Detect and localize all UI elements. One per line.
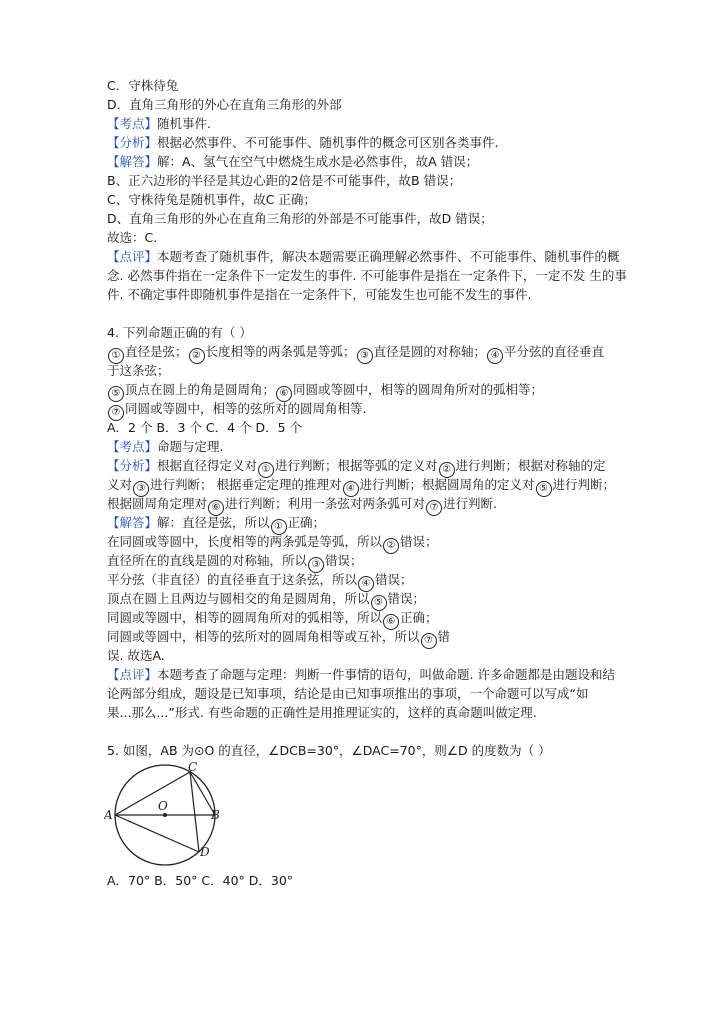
q4-jd4b: 错误；	[375, 572, 413, 587]
circled-number: ②	[439, 462, 455, 478]
circled-number: ②	[383, 538, 399, 554]
q4-jieda-line8: 误. 故选A.	[107, 648, 165, 663]
q5-stem: 5. 如图，AB 为⊙O 的直径，∠DCB=30°，∠DAC=70°，则∠D 的度数为（ ）	[107, 743, 551, 758]
q4-jd2a: 在同圆或等圆中，长度相等的两条弧是等弧，所以	[107, 534, 383, 549]
q4-fx2c: 进行判断；根据圆周角的定义对	[359, 477, 535, 492]
q4-jieda-line2	[107, 533, 438, 554]
circled-number: ⑥	[383, 614, 399, 630]
q4-jd5a: 顶点在圆上且两边与圆相交的角是圆周角，所以	[107, 591, 370, 606]
q4-jd1a: 解：直径是弦，所以	[157, 515, 270, 530]
q3-dianping	[107, 248, 620, 266]
segment-ad	[115, 815, 199, 852]
q4-dp1: 本题考查了命题与定理：判断一件事情的语句，叫做命题. 许多命题都是由题设和结	[157, 667, 615, 682]
circled-number: ⑥	[208, 500, 224, 516]
q4-jd7b: 错	[437, 629, 451, 644]
q4-jd4a: 平分弦（非直径）的直径垂直于这条弦，所以	[107, 572, 358, 587]
circled-number: ⑥	[276, 386, 292, 402]
circled-number: ⑦	[108, 405, 124, 421]
q4-jieda-line5	[107, 590, 425, 611]
q3-jieda	[107, 153, 478, 171]
q4-kaodian	[107, 438, 224, 456]
circled-number: ⑤	[371, 595, 387, 611]
q4-s1a: 直径是弦；	[125, 344, 188, 359]
circle-diagram	[104, 760, 234, 870]
circled-number: ①	[108, 348, 124, 364]
q4-dianping-line1	[107, 666, 615, 684]
q4-fenxi-line2	[107, 476, 615, 497]
circled-number: ④	[487, 348, 503, 364]
q4-fx1c: 进行判断；根据对称轴的定	[455, 458, 606, 473]
q4-fx3b: 进行判断；利用一条弦对两条弧可对	[225, 496, 426, 511]
q4-fenxi-line3	[107, 495, 497, 516]
q4-fx1b: 进行判断；根据等弧的定义对	[275, 458, 438, 473]
circled-number: ④	[343, 481, 359, 497]
q4-jd2b: 错误；	[400, 534, 438, 549]
q4-statements-line3	[107, 381, 543, 402]
q4-fx1a: 根据直径得定义对	[157, 458, 258, 473]
q4-jieda-line1	[107, 514, 325, 535]
q3-dianping-line2: 念. 必然事件指在一定条件下一定发生的事件. 不可能事件是指在一定条件下，一定不发 生的事	[107, 268, 627, 283]
circled-number: ①	[258, 462, 274, 478]
segment-ac	[115, 772, 190, 815]
q3-fenxi	[107, 134, 499, 152]
kaodian-tag: 【考点】	[107, 439, 158, 454]
q4-statements-line2: 于这条弦；	[107, 363, 170, 378]
q4-kaodian-text: 命题与定理.	[157, 439, 224, 454]
q3-jieda-line4: D、直角三角形的外心在直角三角形的外部是不可能事件，故D 错误；	[107, 211, 493, 226]
label-d: D	[200, 845, 210, 859]
circled-number: ⑦	[426, 500, 442, 516]
q5-options: A．70° B．50° C．40° D．30°	[107, 873, 294, 888]
label-a: A	[104, 808, 113, 822]
jieda-tag: 【解答】	[107, 154, 158, 169]
label-o: O	[158, 799, 168, 813]
q4-fx2d: 进行判断；	[552, 477, 616, 492]
kaodian-tag: 【考点】	[107, 116, 158, 131]
q4-stem: 4. 下列命题正确的有（ ）	[107, 325, 252, 340]
q4-jd6a: 同圆或等圆中，相等的圆周角所对的弧相等，所以	[107, 610, 383, 625]
q4-fx2a: 义对	[107, 477, 133, 492]
q3-dianping-line1: 本题考查了随机事件，解决本题需要正确理解必然事件、不可能事件、随机事件的概	[157, 249, 620, 264]
circled-number: ②	[189, 348, 205, 364]
q4-s4: 同圆或等圆中，相等的弦所对的圆周角相等.	[125, 401, 367, 416]
q3-dianping-line3: 件. 不确定事件即随机事件是指在一定条件下，可能发生也可能不发生的事件.	[107, 287, 532, 302]
q4-s1c: 直径是圆的对称轴；	[373, 344, 487, 359]
jieda-tag: 【解答】	[107, 515, 158, 530]
circled-number: ④	[358, 576, 374, 592]
q4-statements-line1	[107, 343, 604, 364]
q4-fenxi-line1	[107, 457, 606, 478]
q4-jieda-line7	[107, 628, 450, 649]
q4-dianping-line3: 果...那么...”形式. 有些命题的正确性是用推理证实的，这样的真命题叫做定理.	[107, 705, 537, 720]
q4-fx2b: 进行判断； 根据垂定定理的推理对	[150, 477, 342, 492]
q3-jieda-line1: 解：A、氢气在空气中燃烧生成水是必然事件，故A 错误；	[157, 154, 479, 169]
q4-s1b: 长度相等的两条弧是等弧；	[205, 344, 356, 359]
q3-kaodian-text: 随机事件.	[157, 116, 211, 131]
circled-number: ⑤	[108, 386, 124, 402]
q4-jieda-line3	[107, 552, 363, 573]
q3-fenxi-text: 根据必然事件、不可能事件、随机事件的概念可区别各类事件.	[157, 135, 499, 150]
q3-kaodian	[107, 115, 211, 133]
q4-fx3a: 根据圆周角定理对	[107, 496, 208, 511]
q3-jieda-line5: 故选：C.	[107, 230, 158, 245]
q4-jd6b: 正确；	[400, 610, 438, 625]
dianping-tag: 【点评】	[107, 667, 158, 682]
q4-jieda-line4	[107, 571, 413, 592]
q4-s3a: 顶点在圆上的角是圆周角；	[125, 382, 276, 397]
center-point	[163, 813, 167, 817]
q4-fx3c: 进行判断.	[443, 496, 498, 511]
circled-number: ⑤	[536, 481, 552, 497]
circled-number: ⑦	[421, 633, 437, 649]
q4-dianping-line2: 论两部分组成，题设是已知事项，结论是由已知事项推出的事项，一个命题可以写成“如	[107, 686, 589, 701]
fenxi-tag: 【分析】	[107, 458, 158, 473]
q4-options: A．2 个 B．3 个 C．4 个 D．5 个	[107, 420, 303, 435]
q4-jd5b: 错误；	[387, 591, 426, 606]
q4-s3b: 同圆或等圆中，相等的圆周角所对的弧相等；	[293, 382, 544, 397]
q4-jieda-line6	[107, 609, 438, 630]
dianping-tag: 【点评】	[107, 249, 158, 264]
q3-jieda-line2: B、正六边形的半径是其边心距的2倍是不可能事件，故B 错误；	[107, 173, 462, 188]
label-c: C	[188, 760, 198, 774]
q3-jieda-line3: C、守株待兔是随机事件，故C 正确；	[107, 192, 316, 207]
q3-option-d: D．直角三角形的外心在直角三角形的外部	[107, 97, 342, 112]
q3-option-c: C．守株待兔	[107, 78, 179, 93]
circled-number: ③	[133, 481, 149, 497]
q4-jd3a: 直径所在的直线是圆的对称轴，所以	[107, 553, 308, 568]
circled-number: ①	[271, 519, 287, 535]
q4-s1d: 平分弦的直径垂直	[504, 344, 605, 359]
fenxi-tag: 【分析】	[107, 135, 158, 150]
q4-jd3b: 错误；	[325, 553, 363, 568]
circled-number: ③	[308, 557, 324, 573]
q4-jd1b: 正确；	[287, 515, 326, 530]
label-b: B	[211, 808, 220, 822]
circled-number: ③	[357, 348, 373, 364]
q4-statements-line4	[107, 400, 366, 421]
q4-jd7a: 同圆或等圆中，相等的弦所对的圆周角相等或互补，所以	[107, 629, 420, 644]
